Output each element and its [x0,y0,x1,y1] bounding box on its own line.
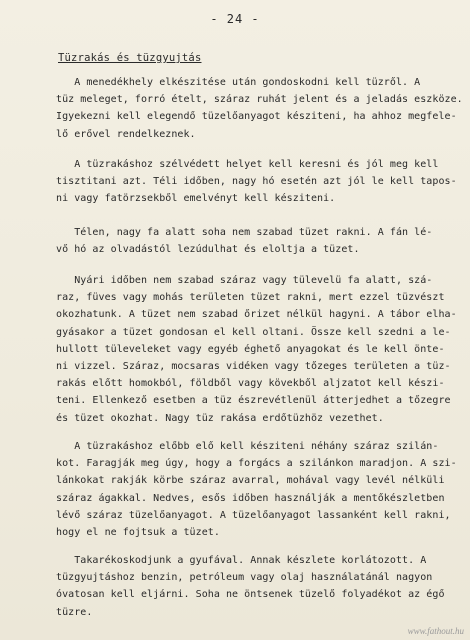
text-line: Nyári időben nem szabad száraz vagy tülevelü fa alatt, szá- [56,275,433,286]
text-line: raz, füves vagy mohás területen tüzet rakni, mert ezzel tüzvészt [56,292,445,304]
paragraph-3 [56,224,456,258]
text-line: és tüzet okozhat. Nagy tüz rakása erdőtüzhöz vezethet. [56,412,384,424]
text-line: hogy el ne fojtsuk a tüzet. [56,527,220,539]
text-line: Takarékoskodjunk a gyufával. Annak készlete korlátozott. A [56,555,427,566]
paragraph-1 [56,74,463,143]
paragraph-2 [56,156,456,208]
text-line: lévő száraz tüzelőanyagot. A tüzelőanyagot lassanként kell rakni, [56,509,451,521]
text-line: vő hó az olvadástól lezúdulhat és eloltja a tüzet. [56,244,360,256]
text-line: száraz ágakkal. Nedves, esős időben használják a mentőkészletben [56,492,445,504]
text-line: tisztitani azt. Téli időben, nagy hó esetén azt jól le kell tapos- [56,176,457,188]
text-line: A menedékhely elkészitése után gondoskodni kell tüzről. A [56,77,421,88]
text-line: tüzgyujtáshoz benzin, petróleum vagy olaj használatánál nagyon [56,572,433,584]
text-line: ni vagy fatörzsekből emelvényt kell késziteni. [56,193,336,205]
paragraph-5 [56,438,456,541]
text-line: kot. Faragják meg úgy, hogy a forgács a szilánkon maradjon. A szi- [56,458,457,470]
section-title: Tüzrakás és tüzgyujtás [58,52,202,64]
text-line: rakás előtt homokból, földből vagy kövekből aljzatot kell készi- [56,378,445,390]
text-line: okozhatunk. A tüzet nem szabad őrizet nélkül hagyni. A tábor elha- [56,309,457,321]
text-line: óvatosan kell eljárni. Soha ne öntsenek tüzelő folyadékot az égő [56,589,445,601]
page-number: - 24 - [210,12,260,26]
paragraph-4 [56,272,456,427]
text-line: A tüzrakáshoz előbb elő kell késziteni néhány száraz szilán- [56,441,439,452]
text-line: Igyekezni kell elegendő tüzelőanyagot késziteni, ha ahhoz megfele- [56,111,457,123]
text-line: tüzre. [56,606,93,618]
text-line: tüz meleget, forró ételt, száraz ruhát jelent és a jeladás eszköze. [56,94,463,106]
text-line: A tüzrakáshoz szélvédett helyet kell keresni és jól meg kell [56,159,439,170]
text-line: hullott tüleveleket vagy egyéb éghető anyagokat és le kell önte- [56,343,445,355]
paragraph-6 [56,552,456,621]
text-line: lánkokat rakják körbe száraz avarral, mohával vagy levél nélküli [56,475,445,487]
text-line: Télen, nagy fa alatt soha nem szabad tüzet rakni. A fán lé- [56,227,433,238]
text-line: teni. Ellenkező esetben a tüz észrevétlenül átterjedhet a tőzegre [56,395,451,407]
text-line: ni vizzel. Száraz, mocsaras vidéken vagy tőzeges területen a tüz- [56,361,451,373]
text-line: gyásakor a tüzet gondosan el kell oltani. Össze kell szedni a le- [56,326,451,338]
text-line: lő erővel rendelkeznek. [56,128,196,140]
watermark: www.fathout.hu [407,626,464,636]
